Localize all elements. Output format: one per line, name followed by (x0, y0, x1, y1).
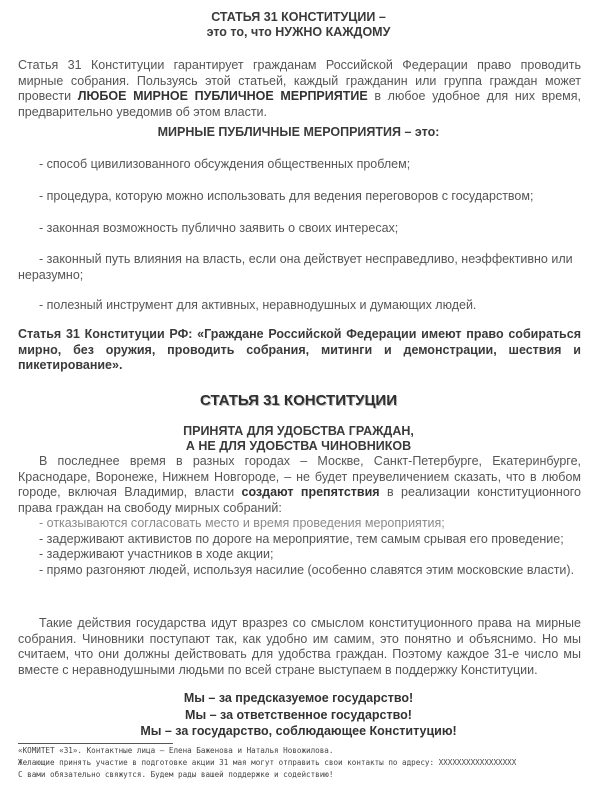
slogan: Мы – за государство, соблюдающее Конституцию! (140, 724, 457, 738)
section1-title-line2: это то, что НУЖНО КАЖДОМУ (206, 25, 391, 39)
footer-line: Желающие принять участие в подготовке акции 31 мая могут отправить свои контакты по адресу: ХХХХХХХХХХХХХХХХХ (18, 758, 517, 767)
section2-body (18, 454, 581, 516)
section2-list (18, 516, 581, 578)
section2-subtitle-line2: А НЕ ДЛЯ УДОБСТВА ЧИНОВНИКОВ (185, 439, 412, 453)
list-item: - задерживают активистов по дороге на мероприятие, тем самым срывая его проведение; (39, 531, 564, 546)
slogans (0, 690, 597, 740)
intro-emphasis: ЛЮБОЕ МИРНОЕ ПУБЛИЧНОЕ МЕРПРИЯТИЕ (77, 89, 368, 103)
footer-line: С вами обязательно свяжутся. Будем рады вашей поддержке и содействию! (18, 770, 334, 779)
section2-closing: Такие действия государства идут вразрез со смыслом конституционного права на мирные собрания. Чиновники поступают так, как удобно им самим, это понятно и объяснимо. Но мы считаем, что они должны действовать для удобства граждан. Поэтому каждое 31-е число мы вместе с неравнодушными людьми по всей стране выступаем в поддержку Конституции. (18, 616, 581, 677)
list-item: - отказываются согласовать место и время проведения мероприятия; (39, 516, 445, 530)
list-item: - законная возможность публично заявить о своих интересах; (39, 221, 399, 235)
slogan: Мы – за предсказуемое государство! (183, 691, 414, 705)
section1-title-line1: СТАТЬЯ 31 КОНСТИТУЦИИ – (211, 10, 386, 24)
section2-subtitle (0, 424, 597, 454)
section1-subheading: МИРНЫЕ ПУБЛИЧНЫЕ МЕРОПРИЯТИЯ – это: (157, 125, 440, 139)
footer-divider (18, 743, 173, 744)
constitution-quote: Статья 31 Конституции РФ: «Граждане Российской Федерации имеют право собираться мирно, без оружия, проводить собрания, митинги и демонстрации, шествия и пикетирование». (18, 327, 581, 372)
list-item: - процедура, которую можно использовать для ведения переговоров с государством; (39, 189, 534, 203)
intro-text-end: в любое удобное для них время, предварительно уведомив об этом власти. (18, 89, 582, 119)
list-item: - законный путь влияния на власть, если она действует несправедливо, неэффективно или неразумно; (18, 252, 573, 282)
list-item: - задерживают участников в ходе акции; (39, 547, 274, 561)
section1-intro (18, 58, 581, 120)
footer-line: «КОМИТЕТ «31». Контактные лица – Елена Баженова и Наталья Новожилова. (18, 746, 334, 755)
section2-body-emphasis: создают препятствия (241, 485, 380, 499)
section1-title (0, 10, 597, 40)
section2-subtitle-line1: ПРИНЯТА ДЛЯ УДОБСТВА ГРАЖДАН, (183, 424, 414, 438)
section2-body-text-end: в реализации конституционного права граждан на свободу мирных собраний: (18, 485, 582, 515)
section2-body-text: В последнее время в разных городах – Москве, Санкт-Петербурге, Екатеринбурге, Краснодаре, Воронеже, Нижнем Новгороде, – не будет преувеличением сказать, что в любом городе, включая Владимир, власти (18, 454, 581, 499)
intro-text: Статья 31 Конституции гарантирует гражданам Российской Федерации право проводить мирные собрания. Пользуясь этой статьей, каждый гражданин или группа граждан может провести (18, 58, 581, 103)
list-item: - прямо разгоняют людей, используя насилие (особенно славятся этим московские власти). (39, 562, 575, 577)
list-item: - способ цивилизованного обсуждения общественных проблем; (39, 157, 411, 171)
list-item: - полезный инструмент для активных, неравнодушных и думающих людей. (39, 298, 477, 312)
slogan: Мы – за ответственное государство! (185, 707, 412, 722)
section2-title: СТАТЬЯ 31 КОНСТИТУЦИИ (199, 392, 397, 409)
